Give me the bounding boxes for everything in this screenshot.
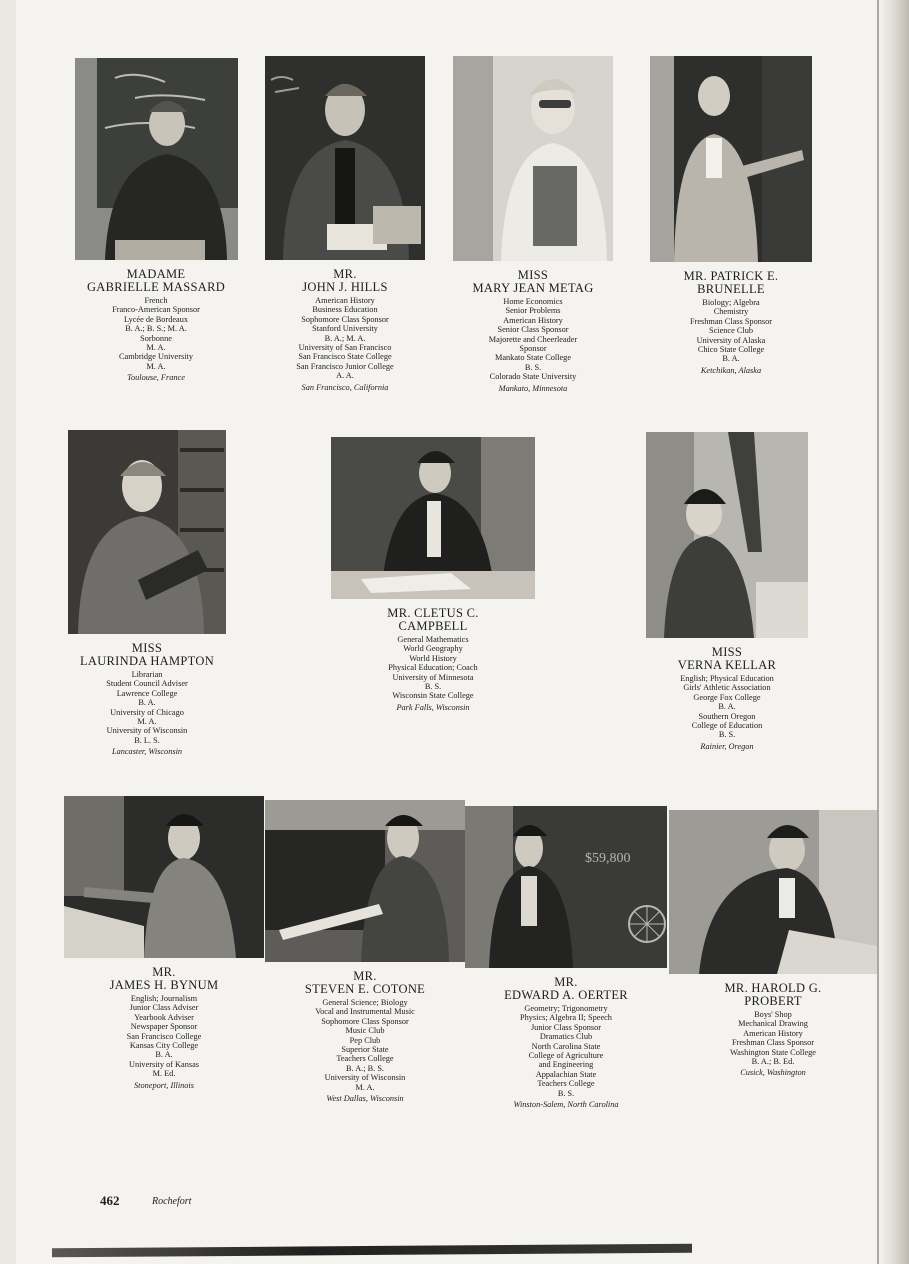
detail-line: Majorette and Cheerleader (488, 334, 578, 344)
teacher-title: MISS (131, 641, 163, 655)
detail-line: American History (503, 315, 563, 325)
detail-line: B. A. (155, 1050, 173, 1060)
teacher-name: EDWARD A. OERTER (504, 988, 628, 1002)
teacher-title: MISS (711, 645, 743, 659)
detail-line: Yearbook Adviser (134, 1012, 194, 1022)
detail-line: Sophomore Class Sponsor (301, 314, 389, 324)
teacher-name: GABRIELLE MASSARD (86, 280, 226, 294)
detail-line: College of Agriculture (528, 1051, 604, 1061)
detail-line: B. S. (424, 682, 442, 692)
teacher-hometown: Park Falls, Wisconsin (396, 702, 470, 712)
teacher-title: MR. HAROLD G. (724, 981, 822, 995)
detail-line: Mechanical Drawing (738, 1019, 808, 1029)
teacher-photo (669, 810, 877, 974)
teacher-entry-kellar (638, 432, 816, 751)
detail-line: George Fox College (693, 692, 761, 702)
detail-line: Appalachian State (535, 1069, 597, 1079)
detail-line: General Science; Biology (322, 998, 408, 1007)
detail-line: Teachers College (336, 1054, 394, 1064)
teacher-entry-campbell (330, 437, 536, 712)
detail-line: Freshman Class Sponsor (731, 1038, 815, 1048)
detail-line: M. A. (146, 361, 166, 371)
detail-line: Southern Oregon (698, 711, 756, 721)
detail-line: San Francisco State College (298, 352, 392, 362)
detail-line: University of San Francisco (298, 343, 392, 353)
detail-line: World Geography (403, 644, 463, 654)
teacher-entry-hampton (66, 430, 228, 757)
teacher-entry-oerter (464, 806, 668, 1109)
teacher-hometown: Stoneport, Illinois (134, 1080, 194, 1090)
teacher-title: MR. (152, 965, 176, 979)
detail-line: Chemistry (713, 307, 749, 317)
detail-line: Senior Class Sponsor (497, 325, 569, 335)
detail-line: Physical Education; Coach (388, 663, 478, 673)
teacher-name: JOHN J. HILLS (302, 280, 388, 294)
teacher-hometown: Mankato, Minnesota (498, 383, 568, 393)
detail-line: B. A. (722, 354, 740, 364)
detail-line: Sorbonne (140, 333, 172, 343)
detail-line: French (144, 296, 168, 305)
teacher-title: MR. PATRICK E. (683, 269, 779, 283)
detail-line: University of Minnesota (392, 672, 474, 682)
teacher-photo (68, 430, 226, 634)
detail-line: B. A.; B. S.; M. A. (125, 324, 187, 334)
teacher-title: MR. CLETUS C. (387, 606, 479, 620)
detail-line: Senior Problems (505, 306, 561, 316)
detail-line: Colorado State University (489, 372, 577, 382)
detail-line: Biology; Algebra (702, 298, 760, 307)
detail-line: M. A. (146, 343, 166, 353)
detail-line: Mankato State College (494, 353, 572, 363)
teacher-name: LAURINDA HAMPTON (79, 654, 215, 668)
detail-line: M. A. (355, 1082, 375, 1092)
detail-line: Franco-American Sponsor (112, 305, 200, 315)
detail-line: Music Club (345, 1026, 385, 1036)
detail-line: American History (315, 296, 375, 305)
detail-line: Junior Class Adviser (129, 1003, 199, 1013)
teacher-photo (646, 432, 808, 638)
detail-line: Girls' Athletic Association (683, 683, 771, 693)
detail-line: Stanford University (312, 324, 378, 334)
teacher-title: MISS (517, 268, 549, 282)
detail-line: Vocal and Instrumental Music (315, 1007, 415, 1017)
teacher-name: PROBERT (744, 994, 802, 1008)
detail-line: Physics; Algebra II; Speech (520, 1013, 612, 1023)
teacher-photo (265, 56, 425, 260)
detail-line: Washington State College (730, 1047, 816, 1057)
detail-line: Superior State (341, 1045, 389, 1055)
detail-line: University of Kansas (128, 1059, 200, 1069)
detail-line: English; Physical Education (680, 674, 774, 683)
detail-line: Sophomore Class Sponsor (321, 1016, 409, 1026)
detail-line: B. A.; B. S. (345, 1063, 385, 1073)
page-edge-left (0, 0, 16, 1264)
school-name: Rochefort (152, 1196, 192, 1207)
detail-line: Wisconsin State College (392, 691, 474, 701)
detail-line: Home Economics (503, 297, 563, 306)
teacher-entry-brunelle (646, 56, 816, 375)
detail-line: B. S. (718, 730, 736, 740)
teacher-name: MARY JEAN METAG (472, 281, 594, 295)
detail-line: Lawrence College (116, 688, 178, 698)
teacher-entry-metag (450, 56, 616, 393)
page-number: 462 (100, 1193, 120, 1208)
teacher-name: JAMES H. BYNUM (109, 978, 219, 992)
detail-line: North Carolina State (531, 1041, 601, 1051)
detail-line: English; Journalism (130, 994, 198, 1003)
detail-line: M. A. (137, 717, 157, 727)
page-bottom-shadow (52, 1244, 692, 1257)
teacher-hometown: Toulouse, France (127, 373, 185, 383)
teacher-hometown: Cusick, Washington (740, 1068, 806, 1078)
teacher-photo (453, 56, 613, 261)
detail-line: B. S. (524, 362, 542, 372)
teacher-entry-probert (668, 810, 878, 1078)
detail-line: Geometry; Trigonometry (524, 1004, 608, 1013)
detail-line: San Francisco College (126, 1031, 202, 1041)
detail-line: Newspaper Sponsor (130, 1022, 198, 1032)
detail-line: and Engineering (538, 1060, 594, 1070)
detail-line: Science Club (708, 326, 753, 336)
detail-line: Student Council Adviser (106, 679, 188, 689)
teacher-hometown: West Dallas, Wisconsin (326, 1094, 404, 1104)
detail-line: American History (743, 1028, 803, 1038)
detail-line: Dramatics Club (539, 1032, 593, 1042)
teacher-hometown: Lancaster, Wisconsin (111, 747, 183, 757)
detail-line: Kansas City College (129, 1041, 199, 1051)
teacher-hometown: Rainier, Oregon (700, 741, 754, 751)
teacher-hometown: Ketchikan, Alaska (700, 365, 762, 375)
teacher-name: CAMPBELL (398, 619, 468, 633)
teacher-name: VERNA KELLAR (677, 658, 777, 672)
detail-line: World History (409, 653, 457, 663)
detail-line: B. A.; M. A. (324, 333, 366, 343)
detail-line: A. A. (336, 371, 354, 381)
teacher-entry-bynum (64, 796, 264, 1090)
detail-line: College of Education (691, 721, 763, 731)
detail-line: San Francisco Junior College (296, 361, 394, 371)
detail-line: Freshman Class Sponsor (689, 316, 773, 326)
detail-line: Chico State College (697, 345, 765, 355)
detail-line: University of Wisconsin (106, 726, 188, 736)
teacher-name: STEVEN E. COTONE (304, 982, 426, 996)
detail-line: B. A. (138, 698, 156, 708)
detail-line: University of Wisconsin (324, 1073, 406, 1083)
detail-line: Junior Class Sponsor (530, 1022, 602, 1032)
detail-line: Business Education (312, 305, 378, 315)
teacher-title: MR. (554, 975, 578, 989)
teacher-photo (265, 800, 465, 962)
detail-line: University of Alaska (696, 335, 766, 345)
detail-line: Boys' Shop (754, 1010, 792, 1019)
detail-line: Lycée de Bordeaux (123, 314, 189, 324)
detail-line: Cambridge University (119, 352, 193, 362)
teacher-photo (331, 437, 535, 599)
teacher-entry-hills (262, 56, 428, 392)
teacher-entry-cotone (264, 800, 466, 1103)
detail-line: University of Chicago (110, 707, 184, 717)
detail-line: Teachers College (537, 1079, 595, 1089)
teacher-title: MR. (353, 969, 377, 983)
teacher-title: MR. (333, 267, 357, 281)
detail-line: B. S. (557, 1088, 575, 1098)
detail-line: B. A. (718, 702, 736, 712)
teacher-photo (465, 806, 667, 968)
detail-line: Librarian (131, 670, 163, 679)
teacher-hometown: San Francisco, California (301, 382, 389, 392)
teacher-photo (650, 56, 812, 262)
detail-line: B. A.; B. Ed. (751, 1057, 795, 1067)
detail-line: Sponsor (519, 344, 547, 354)
detail-line: B. L. S. (134, 735, 160, 745)
page-edge-right (879, 0, 909, 1264)
teacher-photo (64, 796, 264, 958)
detail-line: General Mathematics (397, 635, 469, 644)
detail-line: M. Ed. (152, 1069, 176, 1079)
teacher-entry-massard (72, 58, 240, 383)
teacher-photo (75, 58, 238, 260)
teacher-title: MADAME (126, 267, 186, 281)
svg-text:$59,800: $59,800 (585, 851, 631, 866)
detail-line: Pep Club (349, 1035, 381, 1045)
teacher-hometown: Winston-Salem, North Carolina (513, 1100, 619, 1110)
teacher-name: BRUNELLE (697, 282, 765, 296)
